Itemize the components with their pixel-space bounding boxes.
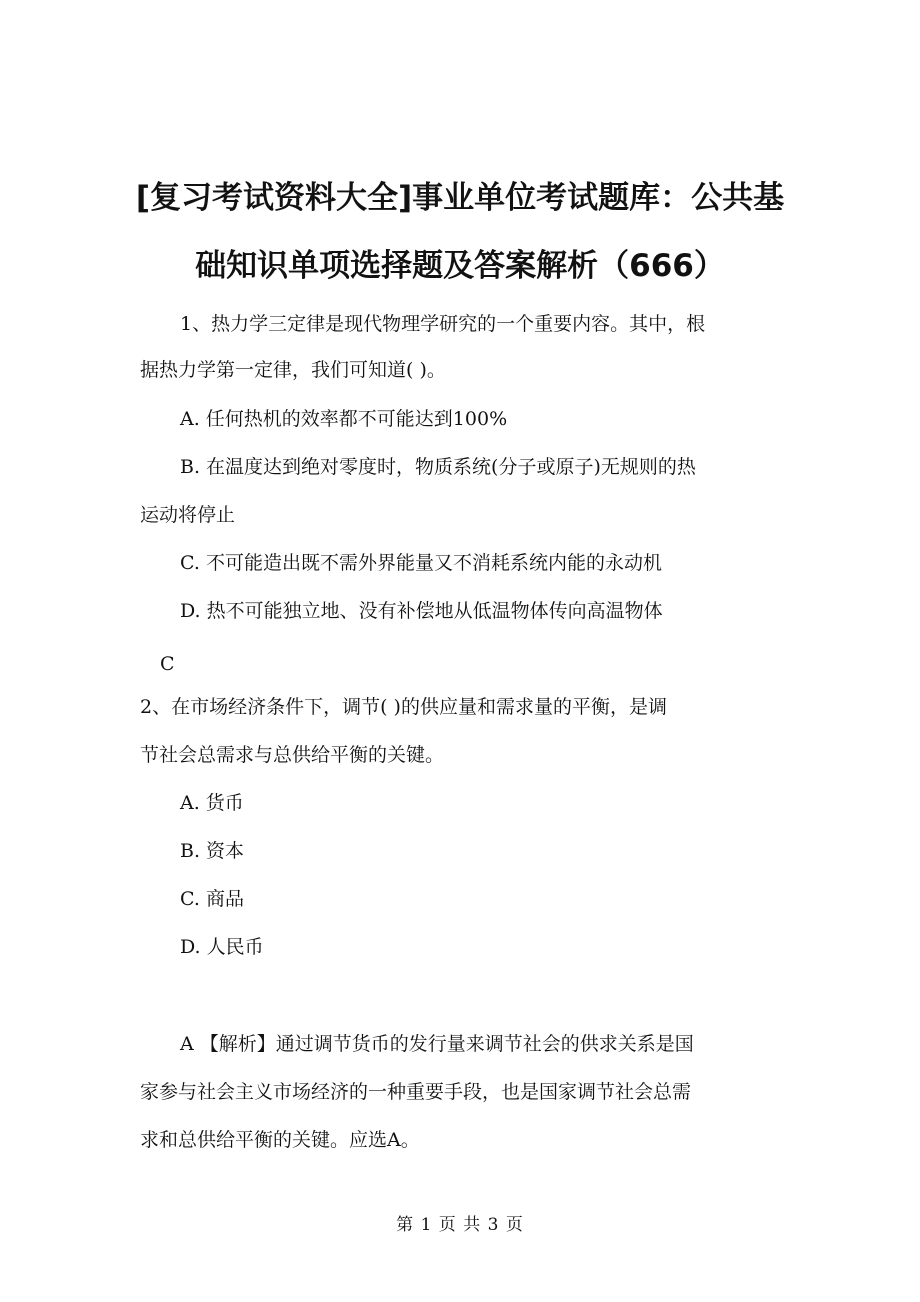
question-1-option-b-line-1: B. 在温度达到绝对零度时，物质系统(分子或原子)无规则的热 [180, 456, 696, 478]
question-1-answer: C [160, 653, 175, 675]
question-1-option-b-line-2: 运动将停止 [140, 504, 236, 526]
question-1-stem-line-1: 1、热力学三定律是现代物理学研究的一个重要内容。其中，根 [180, 313, 706, 335]
question-1-option-c: C. 不可能造出既不需外界能量又不消耗系统内能的永动机 [180, 552, 662, 574]
question-2-option-a: A. 货币 [180, 792, 244, 814]
question-1-option-d: D. 热不可能独立地、没有补偿地从低温物体传向高温物体 [180, 600, 663, 622]
question-2-option-d: D. 人民币 [180, 936, 264, 958]
question-2-explanation-line-1: A 【解析】通过调节货币的发行量来调节社会的供求关系是国 [180, 1033, 694, 1055]
document-title-line-2: 础知识单项选择题及答案解析（666） [195, 248, 725, 284]
question-1-option-a: A. 任何热机的效率都不可能达到100% [180, 408, 508, 430]
question-2-stem-line-2: 节社会总需求与总供给平衡的关键。 [140, 744, 445, 766]
question-2-option-b: B. 资本 [180, 840, 245, 862]
question-2-stem-line-1: 2、在市场经济条件下，调节( )的供应量和需求量的平衡，是调 [140, 696, 667, 718]
document-title-line-1: [复习考试资料大全]事业单位考试题库：公共基 [135, 180, 785, 216]
question-2-explanation-line-3: 求和总供给平衡的关键。应选A。 [140, 1129, 420, 1151]
question-1-stem-line-2: 据热力学第一定律，我们可知道( )。 [140, 359, 446, 381]
question-2-explanation-line-2: 家参与社会主义市场经济的一种重要手段，也是国家调节社会总需 [140, 1081, 692, 1103]
page-number-footer: 第 1 页 共 3 页 [396, 1215, 524, 1235]
question-2-option-c: C. 商品 [180, 888, 244, 910]
